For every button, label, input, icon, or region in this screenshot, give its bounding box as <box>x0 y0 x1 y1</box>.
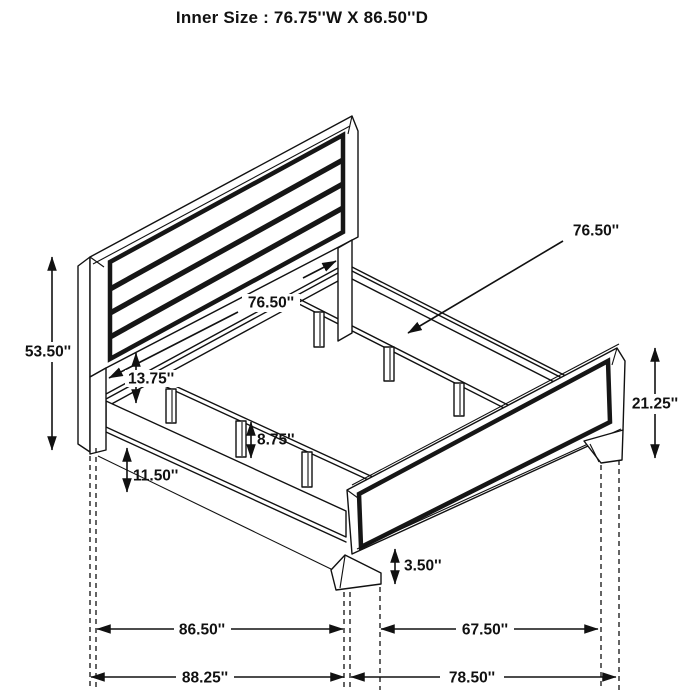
dim-label-inner-width: 76.50'' <box>247 294 295 312</box>
headboard-side-face <box>78 257 90 452</box>
headboard-right-post <box>338 240 352 341</box>
dim-label-headboard-height: 53.50'' <box>24 343 72 361</box>
dimension-foot-bracket-height <box>395 549 442 584</box>
dim-label-overall-width: 78.50'' <box>448 669 496 687</box>
dimension-footboard-span <box>381 622 598 639</box>
support-leg <box>236 421 246 457</box>
dimension-footboard-height <box>628 348 682 458</box>
dim-label-overall-depth: 88.25'' <box>181 669 229 687</box>
dimension-headboard-height <box>23 257 73 450</box>
dimension-overall-depth <box>91 670 344 687</box>
support-leg <box>384 347 394 381</box>
dim-label-foot-bracket-height: 3.50'' <box>404 557 442 575</box>
headboard-left-post <box>90 368 106 454</box>
dim-label-inner-width-callout: 76.50'' <box>572 222 620 240</box>
footboard-left-foot <box>331 555 381 590</box>
dim-label-headboard-bottom-gap: 13.75'' <box>128 370 175 388</box>
support-leg <box>314 312 324 347</box>
dim-label-side-rail-height: 11.50'' <box>133 467 179 485</box>
support-leg <box>454 383 464 416</box>
support-leg <box>166 389 176 423</box>
diagram-title: Inner Size : 76.75''W X 86.50''D <box>175 8 429 27</box>
dimension-center-leg-height <box>251 422 295 458</box>
footboard-panel <box>359 361 610 547</box>
dim-label-footboard-span: 67.50'' <box>461 621 509 639</box>
dimension-side-rail-depth <box>97 622 343 639</box>
dimension-overall-width <box>351 670 616 687</box>
support-leg <box>302 452 312 487</box>
dim-label-side-rail-depth: 86.50'' <box>178 621 226 639</box>
dim-label-footboard-height: 21.25'' <box>631 395 679 413</box>
dim-label-center-leg-height: 8.75'' <box>257 431 295 449</box>
footboard <box>331 344 625 590</box>
